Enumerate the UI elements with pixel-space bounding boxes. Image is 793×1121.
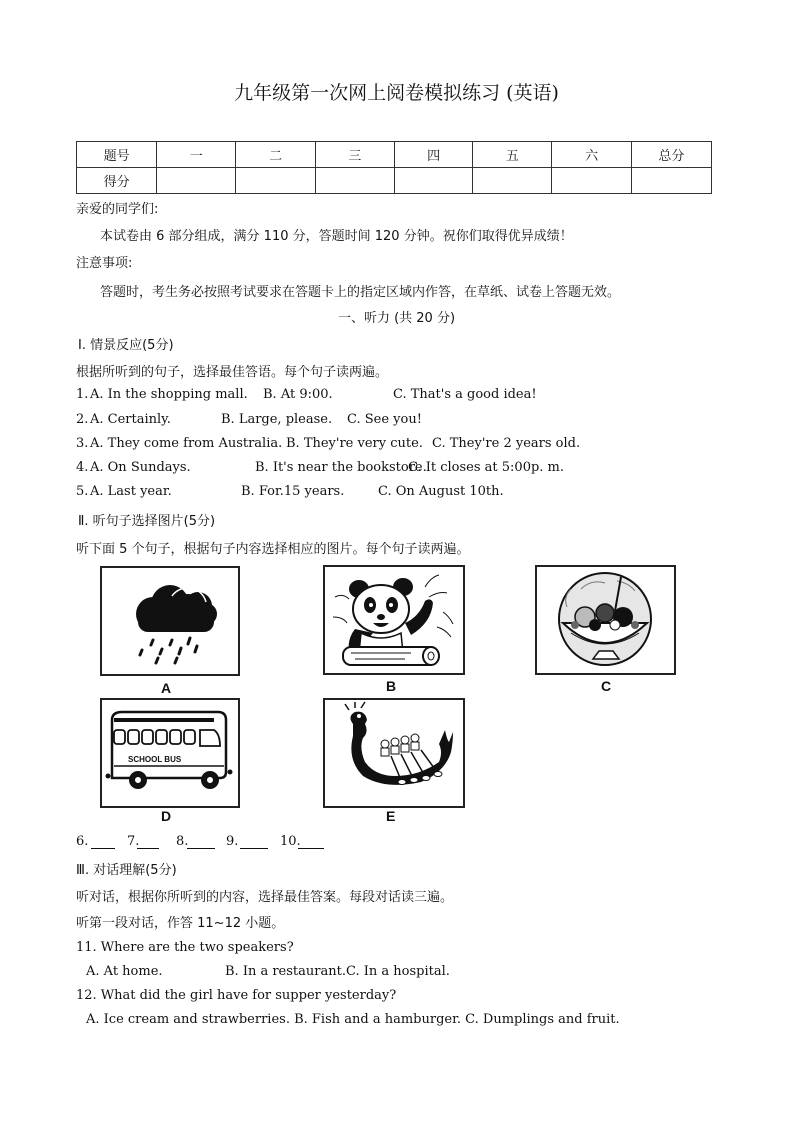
answer-label: 9.	[226, 834, 239, 849]
score-cell	[552, 168, 631, 194]
picture-label-e: E	[386, 808, 396, 824]
answer-blank[interactable]	[91, 848, 115, 849]
option-c: C. See you!	[347, 412, 422, 427]
option-a: A. Last year.	[90, 484, 172, 499]
score-cell	[315, 168, 394, 194]
section2-instruction: 听下面 5 个句子，根据句子内容选择相应的图片。每个句子读两遍。	[76, 542, 470, 557]
table-header-cell: 四	[394, 142, 472, 168]
page-title: 九年级第一次网上阅卷模拟练习 (英语)	[234, 82, 559, 104]
picture-c	[535, 565, 676, 675]
score-table-header-row	[77, 142, 712, 168]
picture-b	[323, 565, 465, 675]
picture-label-d: D	[161, 808, 172, 824]
score-cell	[473, 168, 552, 194]
option-a: A. Certainly.	[90, 412, 171, 427]
answer-label: 10.	[280, 834, 301, 849]
section1-instruction: 根据所听到的句子，选择最佳答语。每个句子读两遍。	[76, 365, 389, 380]
answer-label: 8.	[176, 834, 189, 849]
score-cell	[157, 168, 236, 194]
answer-blank[interactable]	[137, 848, 159, 849]
part1-title: 一、听力 (共 20 分)	[337, 311, 456, 326]
score-cell	[631, 168, 711, 194]
answer-blank[interactable]	[240, 848, 268, 849]
picture-a	[100, 566, 240, 676]
table-header-cell: 一	[157, 142, 236, 168]
table-header-cell: 题号	[77, 142, 157, 168]
greeting: 亲爱的同学们:	[76, 202, 159, 217]
table-header-cell: 五	[473, 142, 552, 168]
option-b: B. They're very cute.	[286, 436, 423, 451]
picture-label-a: A	[161, 680, 172, 696]
option-a: A. In the shopping mall.	[90, 387, 248, 402]
q11-option-a: A. At home.	[86, 964, 163, 979]
section1-title: Ⅰ. 情景反应(5分)	[78, 338, 174, 353]
option-c: C. It closes at 5:00p. m.	[408, 460, 565, 475]
option-b: B. For.15 years.	[241, 484, 345, 499]
bus-sign: SCHOOL BUS	[128, 755, 182, 764]
answer-label: 6.	[76, 834, 89, 849]
table-header-cell: 总分	[631, 142, 711, 168]
section3-title: Ⅲ. 对话理解(5分)	[76, 863, 177, 878]
fruit-bowl-icon	[537, 567, 674, 673]
panda-icon	[325, 567, 463, 673]
q11-option-b: B. In a restaurant.	[225, 964, 346, 979]
dragon-boat-icon	[325, 700, 463, 806]
intro-text: 本试卷由 6 部分组成，满分 110 分，答题时间 120 分钟。祝你们取得优异成绩！	[100, 229, 573, 244]
option-a: A. They come from Australia.	[90, 436, 283, 451]
option-a: A. On Sundays.	[90, 460, 191, 475]
table-row-label: 得分	[77, 168, 157, 194]
answer-blank[interactable]	[298, 848, 324, 849]
q12-options: A. Ice cream and strawberries. B. Fish and a hamburger. C. Dumplings and fruit.	[86, 1012, 620, 1027]
question-11: 11. Where are the two speakers?	[76, 940, 294, 955]
notice-text: 答题时，考生务必按照考试要求在答题卡上的指定区域内作答，在草纸、试卷上答题无效。	[100, 285, 621, 300]
score-table-score-row	[77, 168, 712, 194]
table-header-cell: 二	[236, 142, 315, 168]
picture-e	[323, 698, 465, 808]
section2-title: Ⅱ. 听句子选择图片(5分)	[78, 514, 216, 529]
option-b: B. Large, please.	[221, 412, 333, 427]
question-12: 12. What did the girl have for supper yesterday?	[76, 988, 397, 1003]
option-b: B. At 9:00.	[263, 387, 333, 402]
score-table	[76, 141, 712, 194]
table-header-cell: 六	[552, 142, 631, 168]
rain-cloud-icon	[102, 568, 238, 674]
picture-d	[100, 698, 240, 808]
table-header-cell: 三	[315, 142, 394, 168]
notice-title: 注意事项:	[76, 256, 133, 271]
school-bus-icon	[102, 700, 238, 806]
picture-label-b: B	[386, 678, 397, 694]
answer-label: 7.	[127, 834, 140, 849]
option-b: B. It's near the bookstore.	[255, 460, 427, 475]
q11-option-c: C. In a hospital.	[346, 964, 450, 979]
option-c: C. That's a good idea!	[393, 387, 537, 402]
dialog1-heading: 听第一段对话，作答 11~12 小题。	[76, 916, 285, 931]
score-cell	[394, 168, 472, 194]
answer-blank[interactable]	[187, 848, 215, 849]
score-cell	[236, 168, 315, 194]
option-c: C. On August 10th.	[378, 484, 504, 499]
picture-label-c: C	[601, 678, 612, 694]
section3-instruction: 听对话，根据你所听到的内容，选择最佳答案。每段对话读三遍。	[76, 890, 454, 905]
option-c: C. They're 2 years old.	[432, 436, 581, 451]
